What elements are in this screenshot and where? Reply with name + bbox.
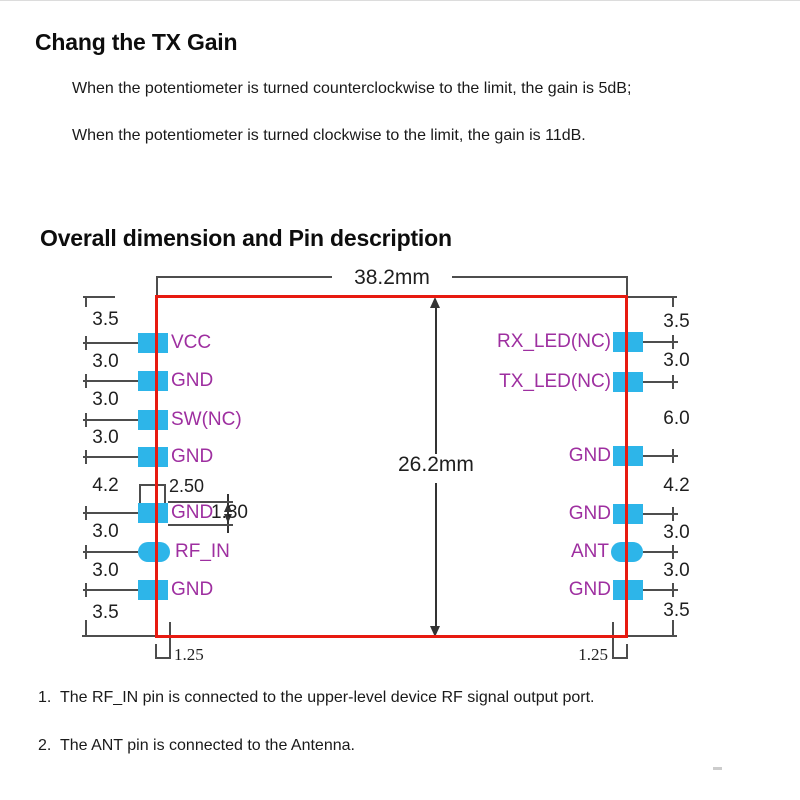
left-chain-tick [85,583,87,597]
width-extension-line-left [156,276,158,297]
left-chain-bottom-tick [82,635,157,637]
pin-label-rx-led: RX_LED(NC) [496,331,611,352]
section-heading-dimensions: Overall dimension and Pin description [40,225,452,251]
right-chain-bottom-tick [627,635,677,637]
left-pin-leader [83,456,138,458]
right-dim-label: 3.0 [663,522,690,543]
pad-height-label: 1.30 [211,502,248,523]
left-chain-top-stub [85,298,87,307]
left-chain-top-tick [83,296,115,298]
right-chain-tick [672,507,674,521]
pin-label-ant: ANT [571,541,609,562]
pad-offset-bracket-left [139,484,141,503]
left-chain-tick [85,374,87,388]
left-dim-label: 3.0 [92,560,119,581]
tx-gain-line-counterclockwise: When the potentiometer is turned counterclockwise to the limit, the gain is 5dB; [72,80,632,97]
pin-label-gnd: GND [171,502,214,523]
right-dim-label: 3.0 [663,350,690,371]
right-dim-label: 6.0 [663,408,690,429]
left-pin-leader [83,589,138,591]
right-chain-tick [672,449,674,463]
right-dim-label: 4.2 [663,475,690,496]
pin-label-rf-in: RF_IN [175,541,230,562]
tx-gain-line-clockwise: When the potentiometer is turned clockwise to the limit, the gain is 11dB. [72,127,586,144]
bottom-offset-right-base [612,657,628,659]
left-pin-leader [83,380,138,382]
right-chain-tick [672,583,674,597]
bottom-offset-left-base [155,657,171,659]
note-ant: 2. The ANT pin is connected to the Antenna. [38,737,355,754]
left-dim-label: 3.0 [92,521,119,542]
pin-label-sw-nc: SW(NC) [171,409,242,430]
right-dim-label: 3.0 [663,560,690,581]
left-pin-leader [83,551,138,553]
pin-label-vcc: VCC [171,332,212,353]
pad-offset-label: 2.50 [169,476,205,496]
left-dim-label: 3.0 [92,389,119,410]
left-chain-tick [85,336,87,350]
page-top-divider [0,0,800,1]
pad-height-line-bottom [168,524,233,526]
pin-label-gnd: GND [568,445,611,466]
left-pin-leader [83,419,138,421]
pin-label-gnd: GND [568,579,611,600]
pin-label-gnd: GND [171,446,214,467]
right-dim-label: 3.5 [663,311,690,332]
left-dim-label: 3.0 [92,351,119,372]
height-dimension-label: 26.2mm [398,453,474,476]
right-chain-tick [672,375,674,389]
left-pin-leader [83,512,138,514]
section-heading-tx-gain: Chang the TX Gain [35,29,238,55]
right-chain-top-tick [627,296,677,298]
right-dim-label: 3.5 [663,600,690,621]
right-chain-tick [672,335,674,349]
right-chain-tick [672,545,674,559]
left-chain-tick [85,506,87,520]
right-chain-top-stub [672,298,674,307]
width-extension-line-right [626,276,628,297]
pin-label-tx-led: TX_LED(NC) [499,371,611,392]
left-chain-tick [85,545,87,559]
left-chain-bottom-stub [85,620,87,636]
left-pin-leader [83,342,138,344]
bottom-offset-right-label: 1.25 [578,645,608,664]
left-dim-label: 3.0 [92,427,119,448]
bottom-offset-left-label: 1.25 [174,645,204,664]
pin-label-gnd: GND [171,579,214,600]
left-chain-tick [85,413,87,427]
width-dimension-label: 38.2mm [332,266,452,290]
note-rf-in: 1. The RF_IN pin is connected to the upper-level device RF signal output port. [38,689,595,706]
left-dim-label: 4.2 [92,475,119,496]
pin-label-gnd: GND [171,370,214,391]
pin-label-gnd: GND [568,503,611,524]
right-chain-bottom-stub [672,620,674,636]
left-chain-tick [85,450,87,464]
left-dim-label: 3.5 [92,602,119,623]
left-dim-label: 3.5 [92,309,119,330]
stray-mark [713,767,722,770]
